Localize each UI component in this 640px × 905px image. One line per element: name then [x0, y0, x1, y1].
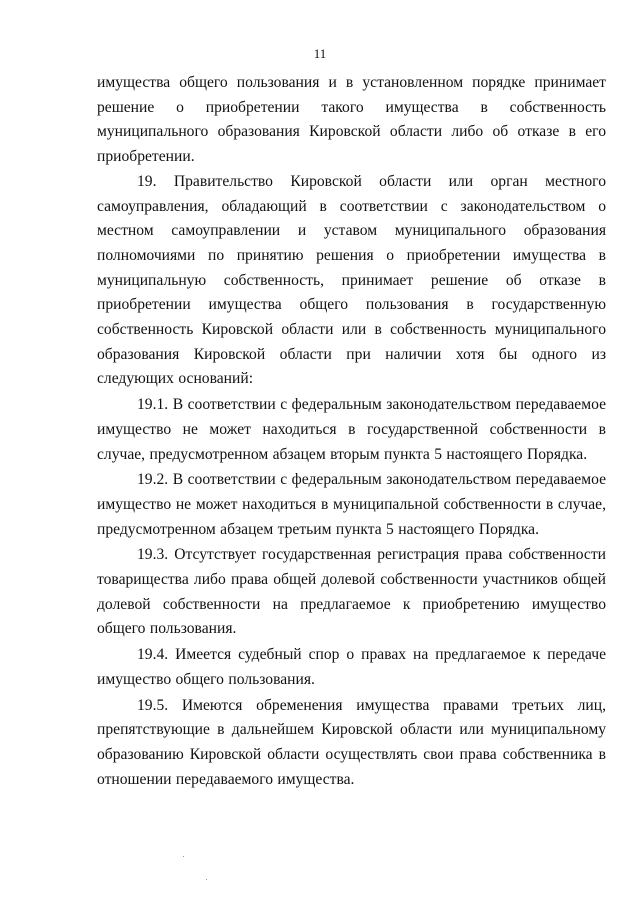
paragraph-19-4: 19.4. Имеется судебный спор о правах на предлагаемое к передаче имущество общего пользования.: [97, 646, 606, 688]
page-number: 11: [313, 46, 327, 61]
paragraph-continuation: имущества общего пользования и в установленном порядке принимает решение о приобретении такого имущества в собственность муниципального образования Кировской области либо об отказе в его приобретении.: [97, 74, 606, 166]
paragraph-19: 19. Правительство Кировской области или орган местного самоуправления, обладающий в соответствии с законодательством о местном самоуправлении и уставом муниципального образования полномочиями по принятию решения о приобретении имущества в муниципальную собственность, принимает решение об отказе в приобретении имущества общего пользования в государственную собственность Кировской области или в собственность муниципального образования Кировской области при наличии хотя бы одного из следующих оснований:: [97, 172, 606, 388]
document-body: [97, 71, 606, 792]
paragraph-19-5: 19.5. Имеются обременения имущества правами третьих лиц, препятствующие в дальнейшем Кировской области или муниципальному образованию Кировской области осуществлять свои права собственника в отношении передаваемого имущества.: [97, 696, 606, 788]
paragraph-19-1: 19.1. В соответствии с федеральным законодательством передаваемое имущество не может находиться в государственной собственности в случае, предусмотренном абзацем вторым пункта 5 настоящего Порядка.: [97, 396, 606, 463]
paragraph-19-3: 19.3. Отсутствует государственная регистрация права собственности товарищества либо права общей долевой собственности участников общей долевой собственности на предлагаемое к приобретению имущество общего пользования.: [97, 546, 606, 638]
scan-speck: [206, 879, 207, 880]
paragraph-19-2: 19.2. В соответствии с федеральным законодательством передаваемое имущество не может находиться в муниципальной собственности в случае, предусмотренном абзацем третьим пункта 5 настоящего Порядка.: [97, 471, 606, 538]
scan-speck: [183, 856, 184, 857]
